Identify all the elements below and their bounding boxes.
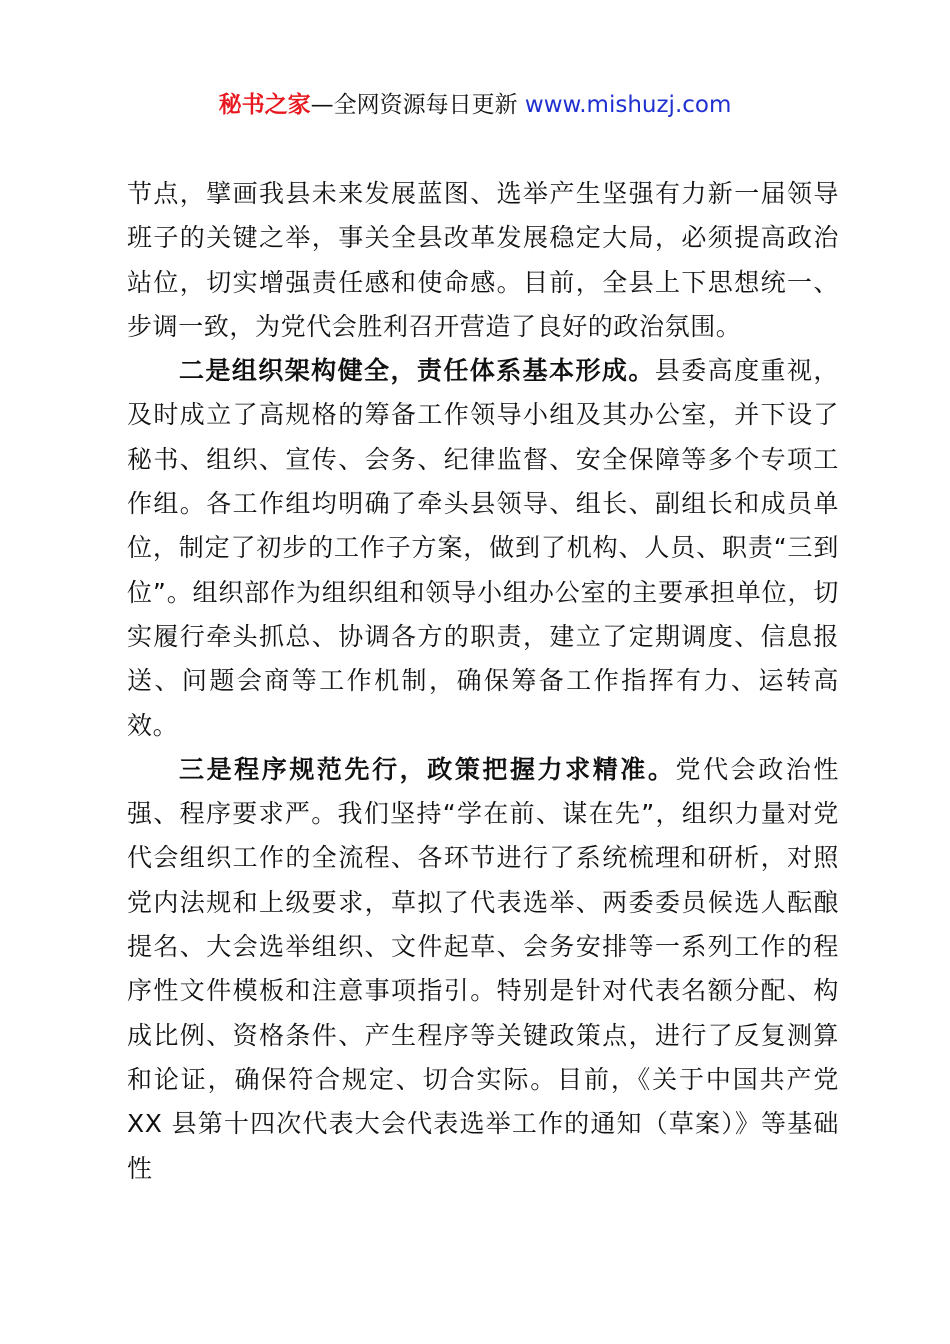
paragraph-continuation: 节点，擘画我县未来发展蓝图、选举产生坚强有力新一届领导班子的关键之举，事关全县改革发展稳定大局，必须提高政治站位，切实增强责任感和使命感。目前，全县上下思想统一、步调一致，为党代会胜利召开营造了良好的政治氛围。 [127, 179, 839, 341]
document-body [127, 172, 839, 1191]
page-header [0, 88, 950, 122]
paragraph-organization-text: 县委高度重视，及时成立了高规格的筹备工作领导小组及其办公室，并下设了秘书、组织、宣传、会务、纪律监督、安全保障等多个专项工作组。各工作组均明确了牵头县领导、组长、副组长和成员单位，制定了初步的工作子方案，做到了机构、人员、职责“三到位”。组织部作为组织组和领导小组办公室的主要承担单位，切实履行牵头抓总、协调各方的职责，建立了定期调度、信息报送、问题会商等工作机制，确保筹备工作指挥有力、运转高效。 [127, 356, 839, 740]
paragraph-procedure [127, 748, 839, 1191]
paragraph-procedure-text: 党代会政治性强、程序要求严。我们坚持“学在前、谋在先”，组织力量对党代会组织工作的全流程、各环节进行了系统梳理和研析，对照党内法规和上级要求，草拟了代表选举、两委委员候选人酝酿提名、大会选举组织、文件起草、会务安排等一系列工作的程序性文件模板和注意事项指引。特别是针对代表名额分配、构成比例、资格条件、产生程序等关键政策点，进行了反复测算和论证，确保符合规定、切合实际。目前，《关于中国共产党 XX 县第十四次代表大会代表选举工作的通知（草案）》等基础性 [127, 754, 839, 1183]
paragraph-procedure-heading: 三是程序规范先行，政策把握力求精准。 [179, 754, 676, 784]
paragraph-organization [127, 349, 839, 748]
header-url-link[interactable]: www.mishuzj.com [524, 92, 732, 118]
paragraph-organization-heading: 二是组织架构健全，责任体系基本形成。 [179, 356, 655, 386]
header-brand: 秘书之家 [218, 92, 311, 118]
header-tagline: —全网资源每日更新 [310, 92, 525, 118]
